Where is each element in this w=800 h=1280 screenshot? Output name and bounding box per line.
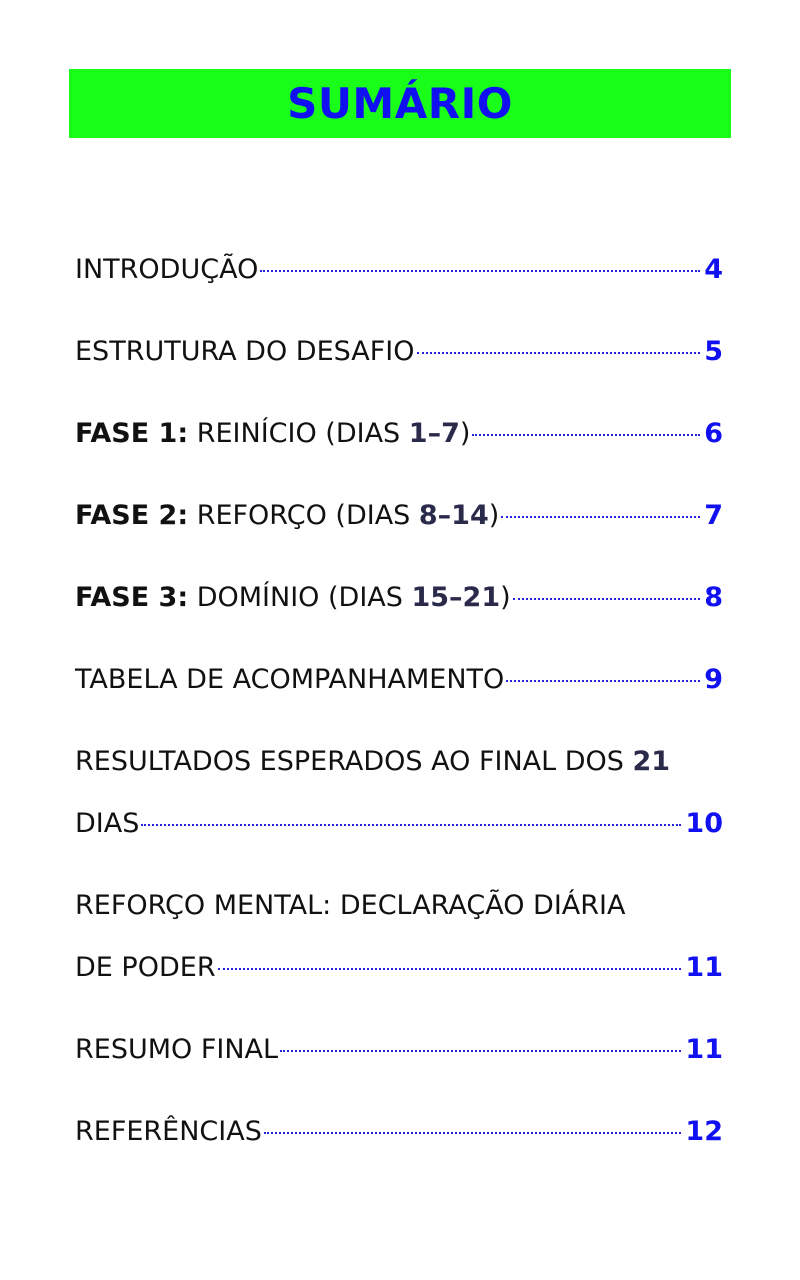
dot-leader <box>506 680 700 682</box>
phase-title: REFORÇO (DIAS <box>188 500 419 531</box>
toc-entry-referencias[interactable] <box>75 1107 723 1157</box>
toc-entry-introducao[interactable] <box>75 245 723 295</box>
toc-entry-label <box>75 573 511 623</box>
toc-page-number: 10 <box>685 808 723 839</box>
toc-entry-tabela[interactable] <box>75 655 723 705</box>
phase-days: 15–21 <box>411 582 501 613</box>
toc-entry-resultados[interactable] <box>75 737 723 849</box>
dot-leader <box>141 824 681 826</box>
toc-page-number: 11 <box>685 1034 723 1065</box>
toc-page-number: 9 <box>704 664 723 695</box>
toc-entry-resumo-final[interactable] <box>75 1025 723 1075</box>
toc-entry-label <box>75 491 499 541</box>
dot-leader <box>472 434 700 436</box>
phase-days: 1–7 <box>408 418 460 449</box>
table-of-contents <box>75 245 723 1189</box>
dot-leader <box>513 598 701 600</box>
toc-entry-label: INTRODUÇÃO <box>75 254 259 285</box>
toc-page-number: 8 <box>704 582 723 613</box>
toc-page-number: 11 <box>685 952 723 983</box>
phase-prefix: FASE 2: <box>75 500 189 531</box>
dot-leader <box>260 270 700 272</box>
toc-entry-label: REFERÊNCIAS <box>75 1116 262 1147</box>
toc-page-number: 5 <box>704 336 723 367</box>
dot-leader <box>264 1132 682 1134</box>
toc-entry-label-line1 <box>75 737 723 787</box>
toc-entry-label: RESULTADOS ESPERADOS AO FINAL DOS <box>75 746 633 777</box>
toc-entry-estrutura[interactable] <box>75 327 723 377</box>
phase-close: ) <box>488 500 500 531</box>
dot-leader <box>218 968 682 970</box>
toc-page-number: 7 <box>704 500 723 531</box>
phase-close: ) <box>500 582 511 613</box>
dot-leader <box>501 516 700 518</box>
phase-title: DOMÍNIO (DIAS <box>188 582 412 613</box>
toc-entry-label-line2 <box>75 943 723 993</box>
page-title: SUMÁRIO <box>287 79 513 128</box>
dot-leader <box>417 352 701 354</box>
toc-entry-label: TABELA DE ACOMPANHAMENTO <box>75 664 505 695</box>
phase-days: 8–14 <box>418 500 489 531</box>
toc-entry-fase-3[interactable] <box>75 573 723 623</box>
title-bar <box>69 69 731 138</box>
toc-entry-label-line2 <box>75 799 723 849</box>
days-count: 21 <box>632 746 671 777</box>
phase-prefix: FASE 3: <box>75 582 189 613</box>
toc-entry-reforco-mental[interactable] <box>75 881 723 993</box>
phase-title: REINÍCIO (DIAS <box>188 418 409 449</box>
toc-entry-label: DE PODER <box>75 952 216 983</box>
toc-entry-label: ESTRUTURA DO DESAFIO <box>75 336 415 367</box>
toc-entry-fase-1[interactable] <box>75 409 723 459</box>
toc-entry-label: DIAS <box>75 808 140 839</box>
toc-entry-label <box>75 409 470 459</box>
toc-entry-label: RESUMO FINAL <box>75 1034 279 1065</box>
toc-page-number: 6 <box>704 418 723 449</box>
toc-entry-label-line1: REFORÇO MENTAL: DECLARAÇÃO DIÁRIA <box>75 890 626 921</box>
phase-prefix: FASE 1: <box>75 418 189 449</box>
toc-entry-fase-2[interactable] <box>75 491 723 541</box>
toc-page-number: 12 <box>685 1116 723 1147</box>
phase-close: ) <box>459 418 471 449</box>
dot-leader <box>280 1050 681 1052</box>
toc-page-number: 4 <box>704 254 723 285</box>
